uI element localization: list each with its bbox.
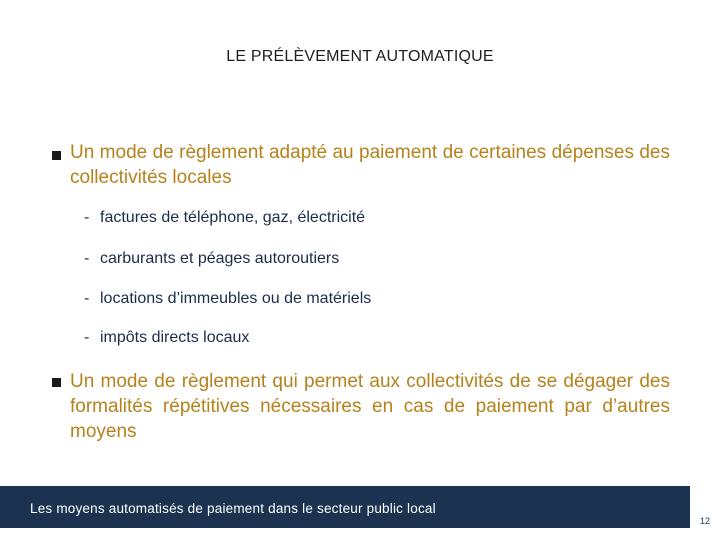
page-number: 12 — [699, 516, 710, 526]
dash-marker: - — [84, 250, 90, 267]
sub-item-text: carburants et péages autoroutiers — [100, 250, 340, 267]
bullet-paragraph-2: Un mode de règlement qui permet aux collectivités de se dégager des formalités répétitives nécessaires en cas de paiement par d’autres moyens — [70, 371, 670, 442]
sub-list-item — [84, 329, 249, 347]
slide-title: LE PRÉLÈVEMENT AUTOMATIQUE — [226, 48, 494, 65]
dash-marker: - — [84, 290, 90, 307]
sub-list-item — [84, 290, 371, 308]
dash-marker: - — [84, 209, 90, 226]
sub-item-text: impôts directs locaux — [100, 329, 250, 346]
footer-text: Les moyens automatisés de paiement dans le secteur public local — [30, 501, 436, 516]
sub-list-item — [84, 209, 365, 227]
sub-list-item — [84, 250, 339, 268]
sub-item-text: factures de téléphone, gaz, électricité — [100, 209, 366, 226]
footer-bar — [0, 486, 690, 528]
dash-marker: - — [84, 329, 90, 346]
bullet-paragraph-1: Un mode de règlement adapté au paiement de certaines dépenses des collectivités locales — [70, 142, 670, 188]
sub-item-text: locations d’immeubles ou de matériels — [100, 290, 372, 307]
square-bullet-icon — [52, 378, 61, 387]
square-bullet-icon — [52, 151, 61, 160]
